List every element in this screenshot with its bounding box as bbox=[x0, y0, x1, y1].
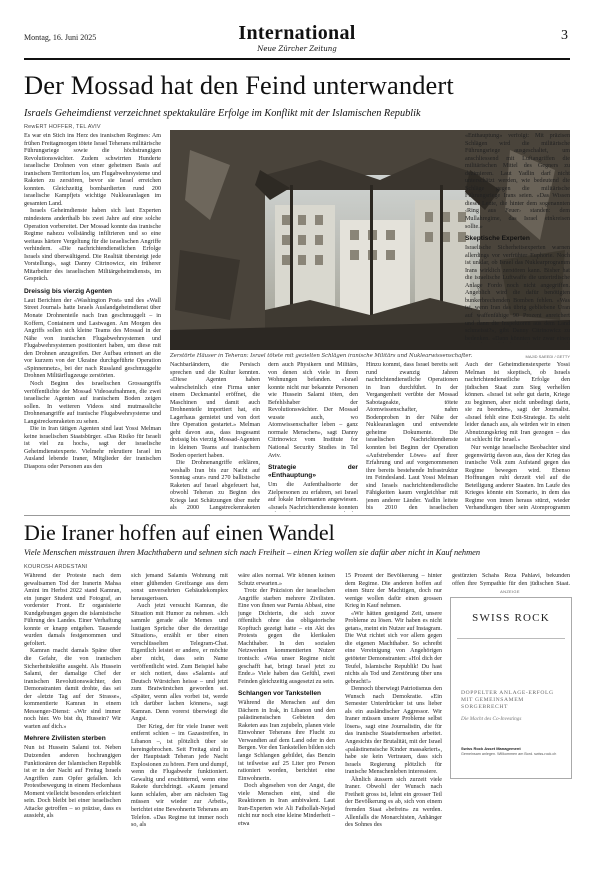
ad-company: Swiss Rock Asset Management bbox=[461, 746, 521, 751]
article1-column-5-bottom bbox=[465, 362, 570, 512]
ad-contact: Gemeinsam anlegen. Willkommen am Bord. swiss-rock.ch bbox=[461, 752, 557, 756]
ad-footer bbox=[461, 746, 561, 757]
paragraph: Während der Proteste nach dem gewaltsamen Tod der Iranerin Mahsa Amini im Herbst 2022 stand Kamran, ein junger Student und Fotograf, an vorderster Front. Er organisierte Kundgebungen gegen die islamistische Führung des Landes. Einer Verhaftung konnte er knapp entgehen. Tausende wurden damals festgenommen und gefoltert. bbox=[24, 573, 121, 647]
article-divider bbox=[24, 515, 570, 516]
paragraph: Ähnlich äussern sich zurzeit viele Iraner. Obwohl der Wunsch nach Freiheit gross ist, lehnt ein grosser Teil der Bevölkerung es ab, sich von einem fremden Staat «befrein» zu werden. Allenfalls die Monarchisten, Anhänger des Sohnes des bbox=[345, 776, 442, 829]
article2-subheadline: Viele Menschen misstrauen ihren Machthabern und sehnen sich nach Freiheit – einen Krieg wollen sie dafür aber nicht in Kauf nehmen bbox=[24, 548, 481, 557]
article1-column-4 bbox=[366, 362, 458, 512]
article1-byline: RewERT HOFFER, TEL AVIV bbox=[24, 124, 101, 130]
paragraph: Auch der Geheimdienstexperte Yossi Melman ist skeptisch, ob Israels nachrichtendienstliche Erfolge den jüdischen Staat zum Sieg verhelfen können. «Israel ist sehr gut darin, Kriege zu beginnen, aber nicht unbedingt darin, sie zu beenden», sagt der Journalist. «Israel fehlt eine Exit-Strategie. Es sieht leider danach aus, als würden wir in einen Abnutzungskrieg mit Iran gezogen – das ist schlecht für Israel.» bbox=[465, 362, 570, 444]
article1-subheading: Skeptische Experten bbox=[465, 235, 530, 243]
article2-column-4 bbox=[345, 573, 442, 868]
article2-column-2 bbox=[131, 573, 228, 868]
paragraph: Noch Beginn des israelischen Grossangriffs veröffentlichte der Mossad Videoaufnahmen, die zwei israelische Agenten auf iranischem Boden zeigen sollen. In weiteren Videos sind mutmassliche Drohnenangriffe auf iranische Flugabwehrsysteme und Langstreckenraketen zu sehen. bbox=[24, 380, 161, 425]
ad-subline: Die Macht des Co-Investings bbox=[461, 716, 522, 722]
article1-subheadline: Israels Geheimdienst verzeichnet spektakuläre Erfolge im Konflikt mit der Islamischen Republik bbox=[24, 108, 421, 119]
paragraph: Es war ein Stich ins Herz des iranischen Regimes: Am frühen Freitagmorgen tötete Israel Teherans militärische Führungsriege sowie die höchstrangigen Revolutionswächter. Zudem schwirrten Hunderte israelische Drohnen von einer geheimen Basis auf iranischem Territorium los, um Flugabwehrsysteme und Raketen zu zerstören, bevor sie Israel erreichen konnten. Gleichzeitig bombardierten rund 200 israelische Kampfjets wichtige Nuklearanlagen im gesamten Land. bbox=[24, 133, 161, 207]
article1-column-2 bbox=[170, 362, 260, 512]
article2-subheading: Schlangen vor Tankstellen bbox=[238, 690, 322, 698]
issue-date: Montag, 16. Juni 2025 bbox=[24, 33, 97, 42]
paragraph: Laut Berichten der «Washington Post» und des «Wall Street Journal» hatte Israels Auslandgeheimdienst über Monate Drohnenteile nach Iran geschmuggelt – in Koffern, Containern und Lastwagen. Am Morgen des Angriffs sollen sich kleine Teams des Mossad in der Nähe von iranischen Flugabwehrsystemen und Flugabwehrsystemen positioniert haben, um diese mit den Drohnen anzugreifen. Der Aufbau erinnert an die vor kurzem von der Ukraine durchgeführte Operation «Spinnennetz», bei der nach Russland geschmuggelte Drohnen Militärflugzeuge zerstörten. bbox=[24, 297, 161, 380]
article1-headline: Der Mossad hat den Feind unterwandert bbox=[24, 70, 454, 100]
ad-label: ANZEIGE bbox=[500, 589, 520, 594]
photo-credit: MAJID SAEEDI / GETTY bbox=[525, 354, 570, 359]
paragraph: 15 Prozent der Bevölkerung – hinter dem Regime. Die anderen hoffen auf einen Sturz der Machtigen, doch nur wenige wollen dafür einen grossen Krieg in Kauf nehmen. bbox=[345, 573, 442, 610]
article1-column-3 bbox=[268, 362, 358, 512]
masthead-rule bbox=[24, 58, 570, 60]
paragraph: Auch jetzt versucht Kamran, die Situation mit Humor zu nehmen. «Ich sammle gerade alle Memes und lustigen Sprüche über die derzeitige Situation», erzählt er über einen verschlüsselten Telegram-Chat. Eigentlich leistet er andere, er möchte aber nicht, dass sein Name veröffentlicht wird. Zum Beispiel habe er sich notiert, dass «Salami» auf Deutsch Würstchen heisse – und jetzt zum Bratwürstchen geworden sei. «Später, wenn alles vorbei ist, werde ich darüber lachen können», sagt Kamran. Denn vorerst überwiegt die Angst. bbox=[131, 603, 228, 723]
paragraph: Nur wenige israelische Beobachter sind gegenwärtig davon aus, dass der Krieg das iranische Volk zum Aufstand gegen das Regime bewegen wird. Ebenso Hoffnungen ruht derzeit viel auf die Beteiligung anderer Staaten. Im Laufe des Krieges könnte ein Szenario, in dem das Regime von innen heraus stürzt, wieder Verhandlungen über sein Atomprogramm bbox=[465, 445, 570, 512]
article2-column-3 bbox=[238, 573, 335, 868]
page-number: 3 bbox=[561, 28, 568, 43]
paragraph: Doch abgesehen von der Angst, die viele Menschen eint, sind die Reaktionen in Iran ambivalent. Laut Iran-Experten wie Ali Fathollah-Nejad nicht nur noch eine kleine Minderheit – etwa bbox=[238, 783, 335, 827]
paragraph: Hinzu kommt, dass Israel bereits seit rund zwanzig Jahren nachrichtendienstliche Operationen in Iran durchführt. In der Vergangenheit verübte der Mossad Sabotageakte, tötete Atomwissenschafter, nahm Bodenproben in der Nähe der Nuklearanlagen und entwendete geheime Dokumente. Die israelischen Nachrichtendienste konnten bei Beginn der Operation «Aufstrebender Löwe» auf ihrer Erfahrung und auf vorgenommenen ihre bereits bestehende Infrastruktur im Feindesland. Laut Yossi Melman sind Israels nachrichtendienstliche Fähigkeiten kaum vergleichbar mit jenen anderer Länder. Yadlin leitete bis 2010 den israelischen bbox=[366, 362, 458, 512]
article1-column-1 bbox=[24, 133, 161, 513]
paragraph: sich jemand Salamis Wohnung mit einer glühenden Greifzange aus dem sonst unversehrten Gebäudekomplex herausgerissen. bbox=[131, 573, 228, 602]
paragraph: Kamran macht damals Späne über die Gefahr, die von iranischen Sicherheitskräfte ausgeht. Als Hussein Salami, der damalige Chef der iranischen Revolutionswächter, den Demonstranten damit drohte, das sei der «letzte Tag auf der Strasse», kommentierte Kamran in einem Messenger-Dienst: «Wir sind immer noch hier. Wo bist du, Hussein? Wir warten auf dich.» bbox=[24, 648, 121, 730]
paragraph: Während die Menschen auf den Dächern in Irak, in Libanon und den palästinensischen Gebieten den Raketen aus Iran zujubeln, planen viele Einwohner Teherans ihre Flucht zu Verwandten auf dem Land oder in den Bergen. Vor den Tankstellen bilden sich lange Schlangen gebildet, das Benzin ist teilweise auf 25 Liter pro Person rationiert worden, berichtet eine Einwohnerin. bbox=[238, 700, 335, 782]
article2-byline: KOUROSH ARDESTANI bbox=[24, 564, 88, 570]
ad-tagline: DOPPELTER ANLAGE-ERFOLG MIT GEMEINSAMEM SORGEBRECHT bbox=[461, 690, 554, 710]
article2-column-1 bbox=[24, 573, 121, 868]
photo-caption: Zerstörte Häuser in Teheran: Israel tötete mit gezielten Schlägen iranische Militärs und Nuklearwissenschafter. bbox=[170, 353, 473, 359]
article2-headline: Die Iraner hoffen auf einen Wandel bbox=[24, 520, 335, 545]
ad-brand-logo: SWISS ROCK bbox=[472, 612, 550, 624]
paragraph: Dennoch überwiegt Patriotismus den Wunsch nach Demokratie. «Ein Semester Unterdrücker ist uns lieber als ein ausländischer Aggressor. Wir Iraner müssen unsere Probleme selbst lösen», sagt eine Journalistin, die für das iranische Staatsfernsehen arbeitet. Angesichts der Brutalität, mit der Israel «palästinensische Kinder massakriert», habe sie kein Vertrauen, dass sich Israels Regierung plötzlich für iranische Menschenleben interessiere. bbox=[345, 686, 442, 776]
swiss-rock-advertisement[interactable] bbox=[450, 597, 572, 779]
article1-column-5-top bbox=[465, 133, 570, 343]
paragraph: Trotz der Präzision der israelischen Angriffe starben mehrere Zivilisten. Eine von ihnen war Parnia Abbasi, eine junge Dichterin, die sich zuvor öffentlich ohne das obligatorische Kopftuch gezeigt hatte – ein Akt des Protests gegen die klerikalen Machthaber. In den sozialen Netzwerken kommentierten Nutzer ironisch: «Was unser Regime nicht geschafft hat, bringt Israel jetzt zu Ende.» Viele haben das Gefühl, zwei Feinden gleichzeitig ausgesetzt zu sein. bbox=[238, 588, 335, 685]
paragraph: «Enthauptung» verfolgt: Mit präzisen Schlägen wird die militärische Führungsriege ausgeschaltet, um anschliessend mit Luftangriffen die militärischen Mittel des Gegners zu dezimieren. Laut Yadlin darf nicht unterschätzt werden, wie bedeutend die Schläge gegen die militärische Führungsriege Irans seien. «Das Wissen dieser Leute, die hinter dem sogenannten ‹Ring aus Feuer› standen: dem Mullahregime, das Israel einkreisen sollte.» bbox=[465, 133, 570, 230]
paragraph: Der Krieg, der für viele Iraner weit entfernt schien – im Gazastreifen, in Libanon –, ist plötzlich über sie hereingebrochen. Seit Freitag sind in der Hauptstadt Teheran jede Nacht Explosionen zu hören. Fern und dumpf, wenn die Flugabwehr funktioniert. Gewaltig und erschütternd, wenn eine Rakete durchdringt. «Kaum jemand kann schlafen, aber am nächsten Tag müssen wir wieder zur Arbeit», berichtet eine Bewohnerin Teherans am Telefon. «Das Regime tut immer noch so, als bbox=[131, 723, 228, 829]
paragraph: Israels Geheimdienste haben sich laut Experten mindestens anderthalb bis zwei Jahre auf eine solche Operation vorbereitet. Der Mossad konnte das iranische Regime nahezu vollständig infiltrieren und so eine weitaus härtere Vergeltung für die israelischen Angriffe verhindern. «Die nachrichtendienstlichen Erfolge Israels sind überwältigend. Die Realität übersteigt jede Vorstellung», sagt Danny Citrinowicz, ein früherer Mitarbeiter des israelischen Militärgeheimdiensts, im Gespräch. bbox=[24, 208, 161, 283]
article2-subheading: Mehrere Zivilisten sterben bbox=[24, 735, 106, 743]
article2-column-5 bbox=[452, 573, 570, 586]
paragraph: «Wir hätten genügend Zeit, unsere Probleme zu lösen. Wir haben es nicht getan», meint ein Nutzer auf Instagram. Die Wut richtet sich vor allem gegen die eigenen Machthaber. So schreibt eine Vereinigung von Angehörigen getöteter Demonstranten: «Hol dich der Teufel, Islamische Republik! Du hast nichts als Tod und Zerstörung über uns gebracht!» bbox=[345, 610, 442, 685]
paragraph: gestürzten Schahs Reza Pahlavi, bekunden offen ihre Sympathie für den jüdischen Staat. bbox=[452, 573, 570, 586]
paragraph: Um die Aufenthaltsorte der Zielpersonen zu erfahren, sei Israel auf lokale Informanten angewiesen. «Israels Nachrichtendienste konnten bbox=[268, 482, 358, 511]
paragraph: Nun ist Hussein Salami tot. Neben Dutzenden anderen hochrangigen Funktionären der Islamischen Republik ist er in der Nacht auf Freitag Israels Angriffen zum Opfer gefallen. Ich Protestbewegung in einem Heckenhaus Moment vielleicht besonders erleichtert sein. Doch bleibt bei einer israelischen Attacke getroffen – so präzise, dass es aussieht, als bbox=[24, 745, 121, 820]
paragraph: Die in Iran tätigen Agenten sind laut Yossi Melman keine israelischen Staatsbürger. «Das Risiko für Israeli ist viel zu hoch», sagt der israelische Geheimdienstexperte. Vielmehr rekrutiere Israel im Ausland lebende Iraner, Mitglieder der iranischen Diaspora oder Personen aus den bbox=[24, 426, 161, 470]
section-title: International bbox=[238, 22, 356, 44]
paragraph: dern auch Physikern und Militärs, von denen sich viele in ihren Wohnungen befanden. «Israel konnte nicht nur bekannte Personen wie Hussein Salami töten, den Befehlshaber der Revolutionswächter. Der Mossad wusste auch, wo Atomwissenschafter leben – ganz normale Menschen», sagt Danny Citrinowicz vom Institute for National Security Studies in Tel Aviv. bbox=[268, 362, 358, 459]
ad-divider bbox=[457, 638, 565, 639]
newspaper-name: Neue Zürcher Zeitung bbox=[257, 45, 337, 53]
paragraph: Die Drohnenangriffe erklären, weshalb Iran bis zur Nacht auf Sonntag «nur» rund 270 ballistische Raketen auf Israel abgefeuert hat, obwohl Teheran zu Beginn des Kriegs laut Schätzungen über mehr als 2000 Langstreckenraketen bbox=[170, 460, 260, 512]
article1-subheading: Strategie der «Enthauptung» bbox=[268, 464, 358, 480]
article1-subheading: Dreissig bis vierzig Agenten bbox=[24, 287, 113, 295]
paragraph: Israelische Sicherheitsexperten warnen allerdings vor verfrühter Euphorie. Noch ist unklar, ob Israel das Nuklearprogramm Irans wirklich zerstören kann. Bisher hat die israelische Luftwaffe die unterirdische Anlage Fordo noch nicht angegriffen. Angeblich wird die dafür benötigten bunkerbrechenden Bomben fehlen. «Was ist, wenn Iran das übrig gebliebene Uran auf waffenfähige 90 Prozent anreichert und dann die Inspektoren aus dem Land schmeisst?», gibt Danny Citrinowicz zu bedenken. «Dann könnten wir zwar einen bbox=[465, 245, 570, 342]
paragraph: Nachbarländern, die Persisch sprechen und die Kultur kennten. «Diese Agenten haben wahrscheinlich eine Firma unter einem Deckmantel eröffnet, die Maschinen und damit auch Drohnenteile importiert hat, ein Lagerhaus gemietet und von dort ihre Operation gestartet.» Melman geht davon aus, dass insgesamt dreissig bis vierzig Mossad-Agenten in kleinen Teams auf iranischem Boden operiert haben. bbox=[170, 362, 260, 459]
paragraph: wäre alles normal. Wir können keinen Schutz erwarten.» bbox=[238, 573, 335, 587]
